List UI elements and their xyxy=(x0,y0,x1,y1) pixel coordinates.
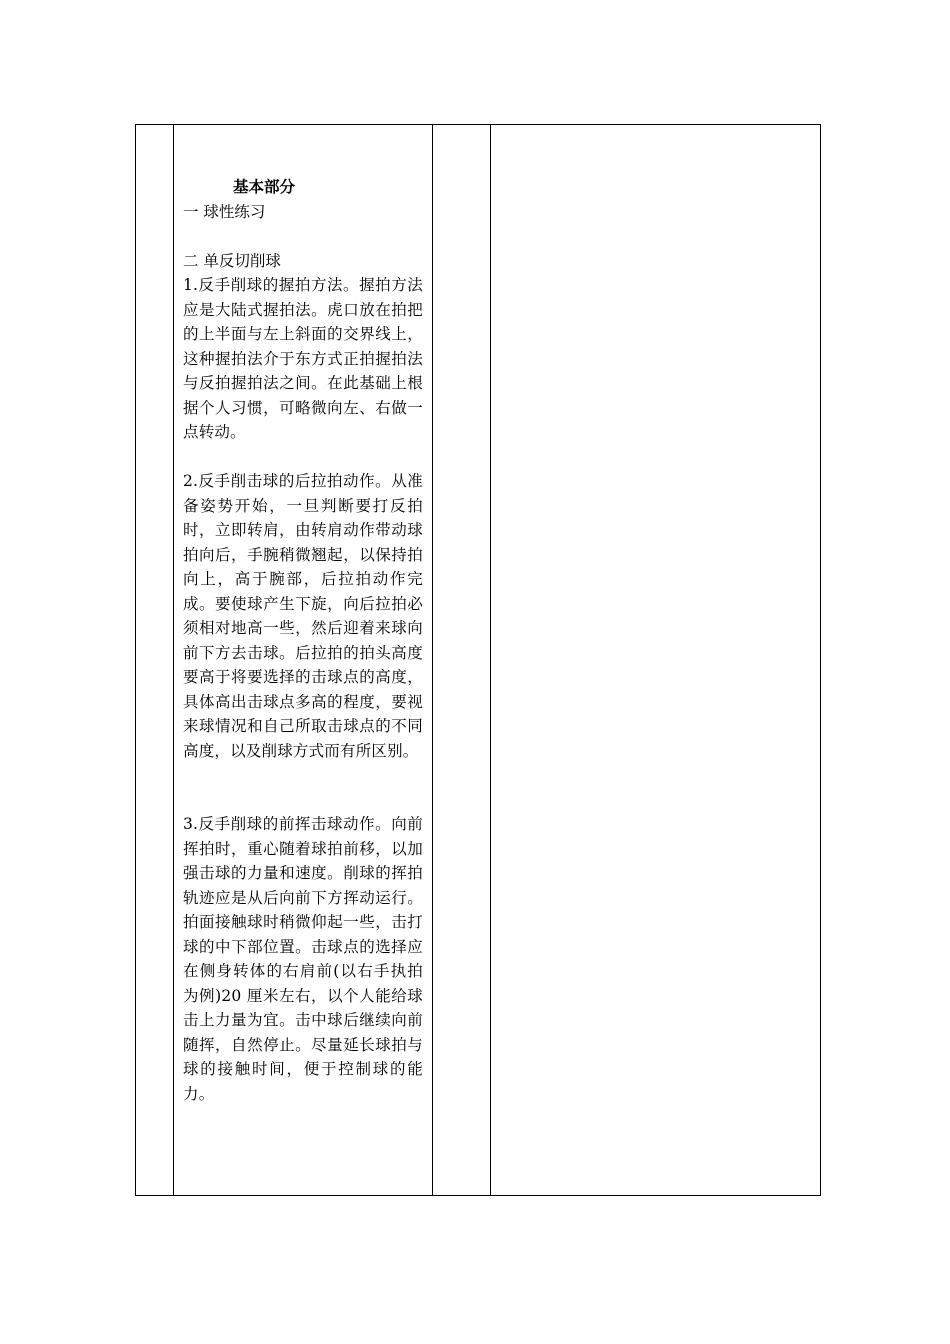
spacer xyxy=(183,224,423,249)
item-ball-sense: 一 球性练习 xyxy=(183,202,266,221)
spacer xyxy=(183,763,423,812)
lesson-table xyxy=(135,124,821,1196)
item-backhand-slice: 二 单反切削球 xyxy=(183,251,281,270)
paragraph-backswing: 2.反手削击球的后拉拍动作。从准备姿势开始，一旦判断要打反拍时，立即转肩，由转肩动作带动球拍向后，手腕稍微翘起，以保持拍向上，高于腕部，后拉拍动作完成。要使球产生下旋，向后拉拍必须相对地高一些，然后迎着来球向前下方去击球。后拉拍的拍头高度要高于将要选择的击球点的高度，具体高出击球点多高的程度，要视来球情况和自己所取击球点的不同高度，以及削球方式而有所区别。 xyxy=(183,472,423,760)
paragraph-grip: 1.反手削球的握拍方法。握拍方法应是大陆式握拍法。虎口放在拍把的上半面与左上斜面的交界线上，这种握拍法介于东方式正拍握拍法与反拍握拍法之间。在此基础上根据个人习惯，可略微向左、右做一点转动。 xyxy=(183,276,423,441)
table-cell-time xyxy=(433,125,491,1196)
section-title: 基本部分 xyxy=(233,177,296,196)
table-row xyxy=(136,125,821,1196)
table-cell-left-margin xyxy=(136,125,174,1196)
spacer xyxy=(183,445,423,470)
content-block xyxy=(174,125,432,1106)
paragraph-forward-swing: 3.反手削球的前挥击球动作。向前挥拍时，重心随着球拍前移，以加强击球的力量和速度。削球的挥拍轨迹应是从后向前下方挥动运行。拍面接触球时稍微仰起一些，击打球的中下部位置。击球点的选择应在侧身转体的右肩前(以右手执拍为例)20 厘米左右，以个人能给球击上力量为宜。击中球后继续向前随挥，自然停止。尽量延长球拍与球的接触时间，便于控制球的能力。 xyxy=(183,815,423,1103)
table-cell-notes xyxy=(491,125,821,1196)
table-cell-content xyxy=(174,125,433,1196)
